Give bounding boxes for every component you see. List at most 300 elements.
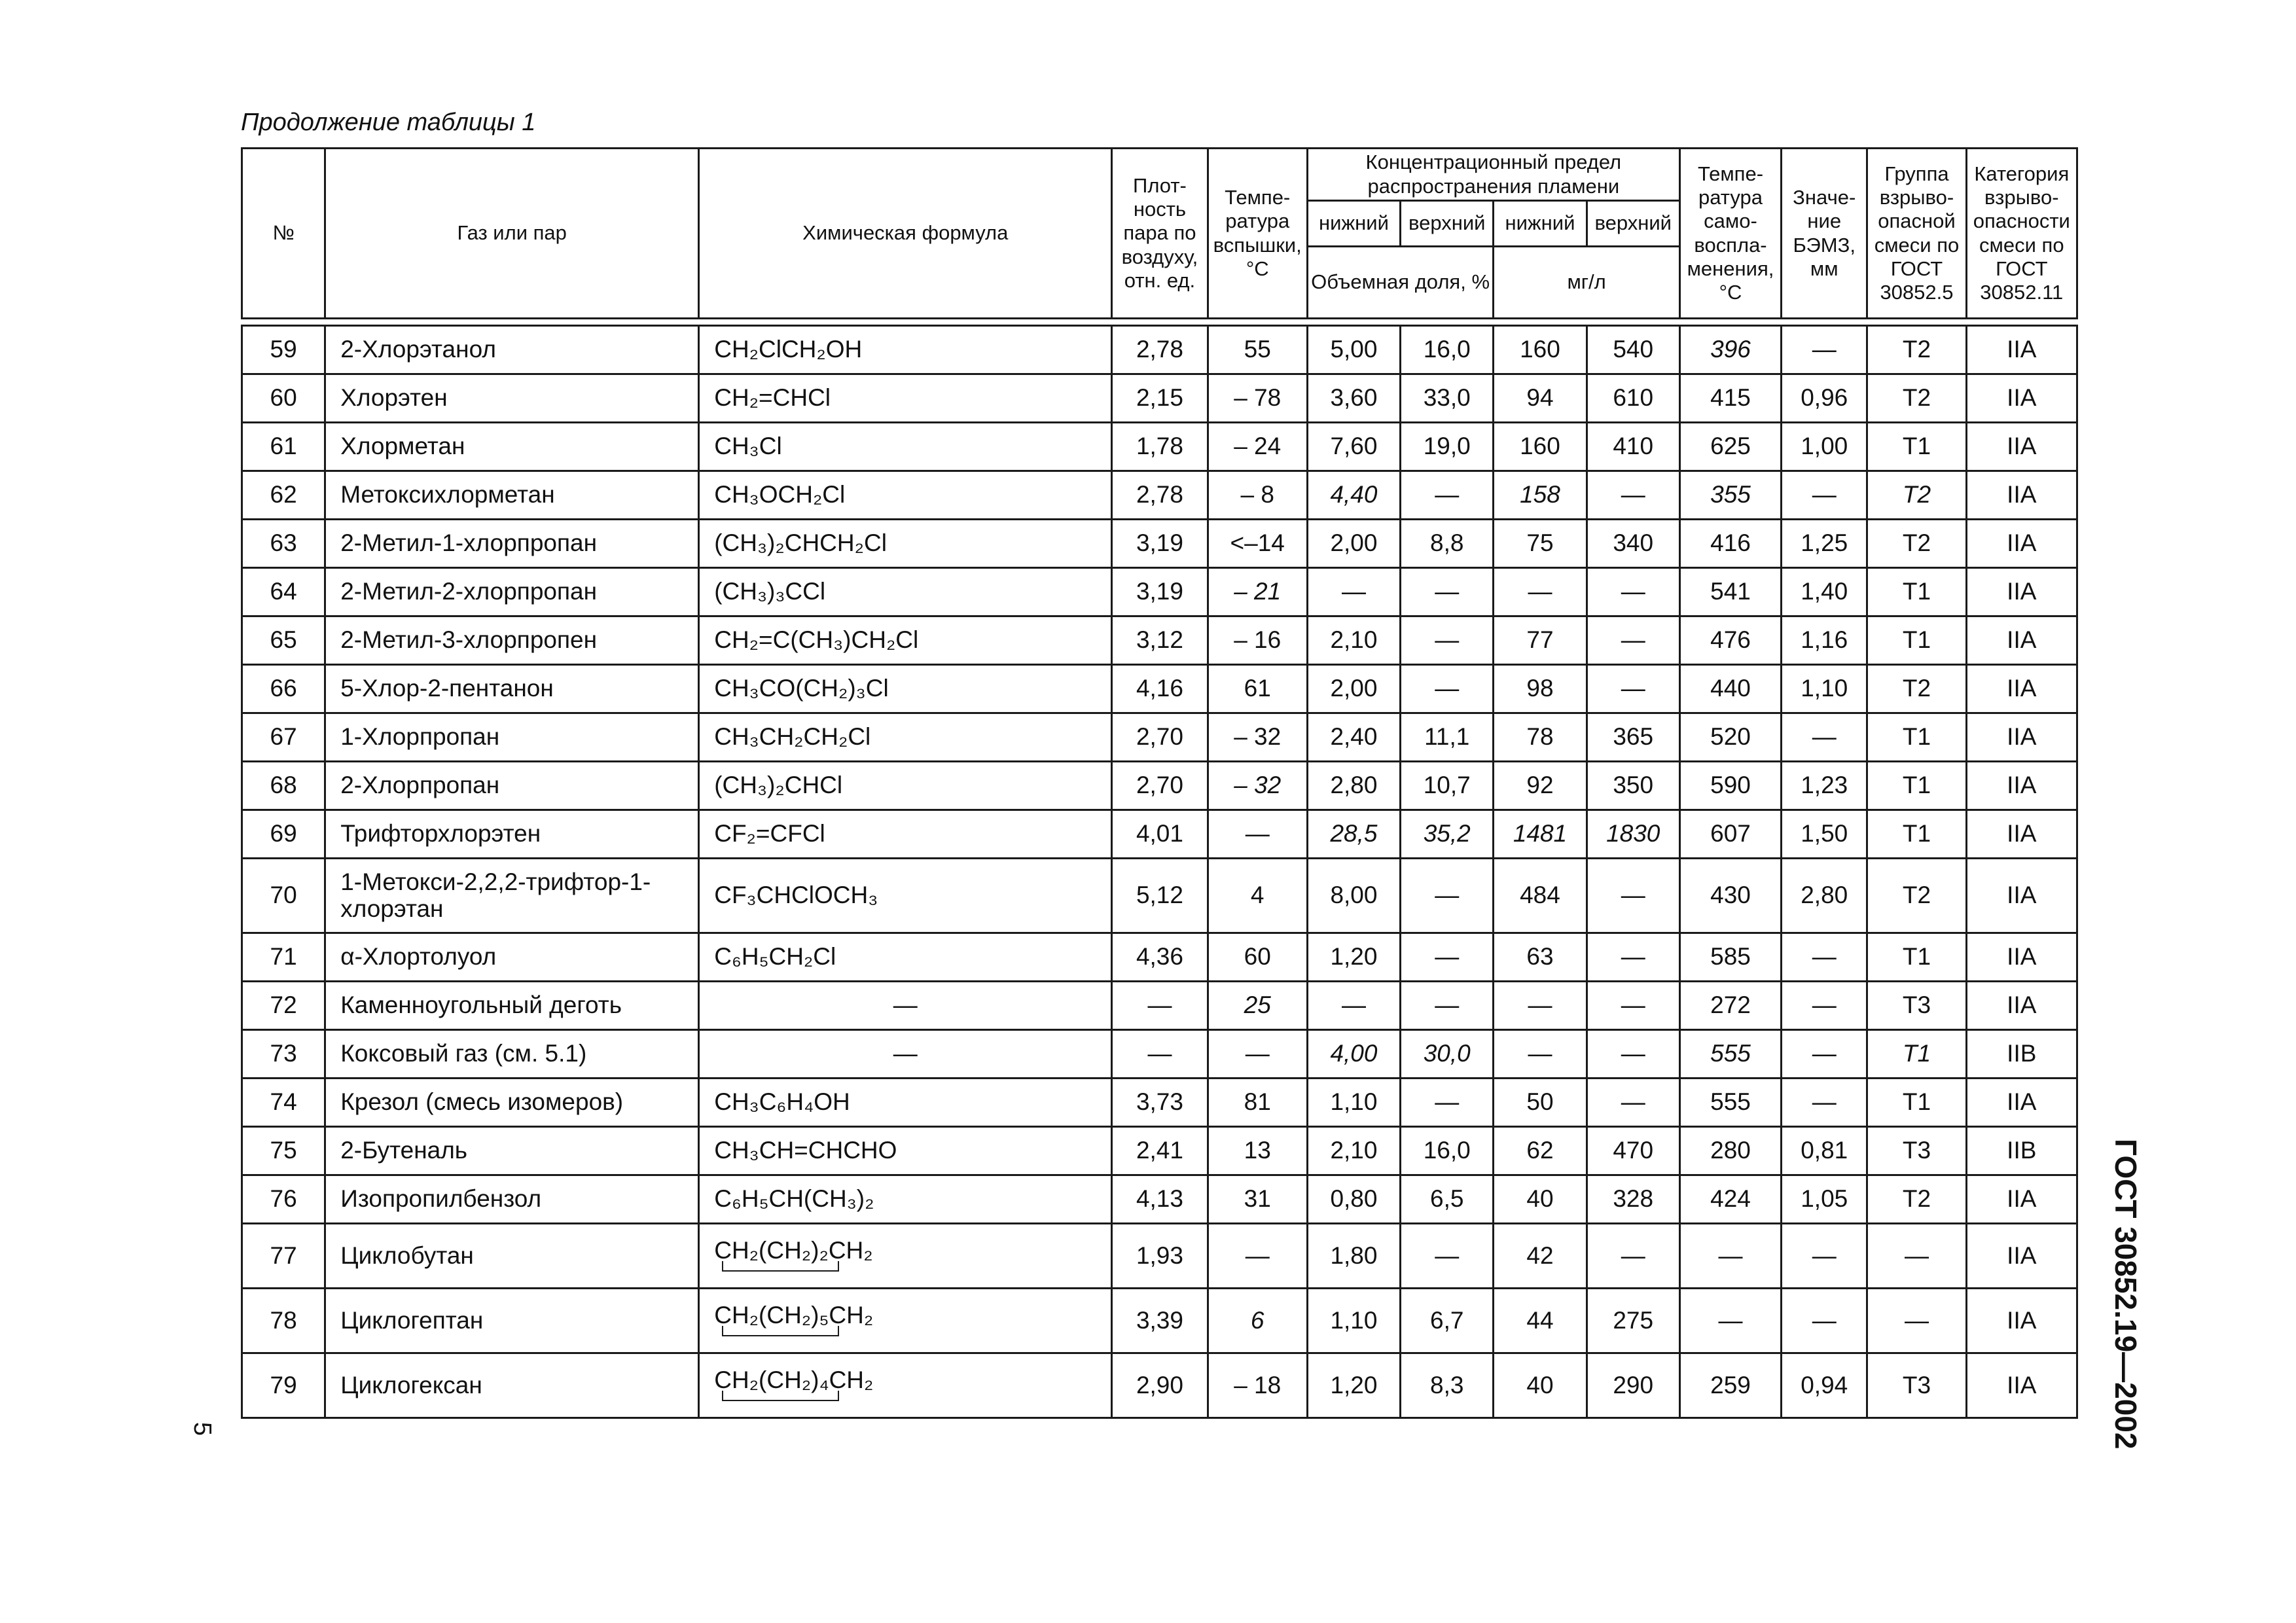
- cell-group: T3: [1867, 1353, 1966, 1418]
- cell-bemz: —: [1782, 1030, 1867, 1079]
- cell-lower-vol: 2,00: [1307, 665, 1400, 713]
- cell-upper-vol: 11,1: [1401, 713, 1494, 762]
- cell-bemz: 1,05: [1782, 1175, 1867, 1224]
- cell-upper-mg: 365: [1587, 713, 1679, 762]
- cell-category: IIA: [1966, 665, 2077, 713]
- cell-category: IIA: [1966, 1175, 2077, 1224]
- cell-bemz: 1,16: [1782, 616, 1867, 665]
- cell-density: 4,36: [1112, 933, 1208, 982]
- cell-flash-point: – 8: [1208, 471, 1307, 520]
- cell-density: 2,41: [1112, 1127, 1208, 1175]
- cell-num: 77: [242, 1224, 325, 1289]
- cell-num: 69: [242, 810, 325, 859]
- cell-group: T1: [1867, 810, 1966, 859]
- cell-lower-mg: 484: [1494, 859, 1587, 933]
- cell-flash-point: – 32: [1208, 713, 1307, 762]
- cell-group: T1: [1867, 1079, 1966, 1127]
- cell-lower-vol: 4,00: [1307, 1030, 1400, 1079]
- cell-formula: —: [699, 1030, 1112, 1079]
- ring-formula: [714, 1367, 873, 1404]
- header-bemz: Значе-ние БЭМЗ, мм: [1782, 149, 1867, 319]
- cell-lower-mg: 63: [1494, 933, 1587, 982]
- cell-upper-vol: —: [1401, 933, 1494, 982]
- cell-name: Хлорметан: [325, 423, 699, 471]
- cell-upper-vol: 10,7: [1401, 762, 1494, 810]
- cell-group: T2: [1867, 665, 1966, 713]
- cell-name: 5-Хлор-2-пентанон: [325, 665, 699, 713]
- cell-flash-point: – 78: [1208, 374, 1307, 423]
- cell-lower-vol: 2,10: [1307, 616, 1400, 665]
- cell-bemz: —: [1782, 326, 1867, 374]
- cell-upper-mg: —: [1587, 471, 1679, 520]
- cell-lower-mg: 77: [1494, 616, 1587, 665]
- cell-category: IIA: [1966, 520, 2077, 568]
- cell-group: T1: [1867, 762, 1966, 810]
- table-row: [242, 762, 2077, 810]
- cell-lower-vol: 1,10: [1307, 1289, 1400, 1353]
- cell-category: IIB: [1966, 1030, 2077, 1079]
- cell-autoignition: 590: [1679, 762, 1781, 810]
- cell-num: 63: [242, 520, 325, 568]
- header-lower-mg: нижний: [1494, 201, 1587, 247]
- header-formula: Химическая формула: [699, 149, 1112, 319]
- cell-upper-vol: 33,0: [1401, 374, 1494, 423]
- header-separator: [242, 319, 2077, 326]
- cell-autoignition: 280: [1679, 1127, 1781, 1175]
- cell-lower-vol: 1,80: [1307, 1224, 1400, 1289]
- cell-density: 2,70: [1112, 762, 1208, 810]
- cell-category: IIA: [1966, 326, 2077, 374]
- table-row: [242, 568, 2077, 616]
- cell-lower-mg: 1481: [1494, 810, 1587, 859]
- cell-upper-mg: —: [1587, 982, 1679, 1030]
- cell-bemz: —: [1782, 982, 1867, 1030]
- header-flash: Темпе-ратура вспышки, °С: [1208, 149, 1307, 319]
- cell-upper-vol: 35,2: [1401, 810, 1494, 859]
- cell-lower-vol: 5,00: [1307, 326, 1400, 374]
- cell-bemz: —: [1782, 1289, 1867, 1353]
- cell-autoignition: 607: [1679, 810, 1781, 859]
- cell-lower-mg: 75: [1494, 520, 1587, 568]
- cell-category: IIA: [1966, 810, 2077, 859]
- cell-num: 79: [242, 1353, 325, 1418]
- cell-lower-vol: 2,80: [1307, 762, 1400, 810]
- cell-lower-mg: 42: [1494, 1224, 1587, 1289]
- cell-formula: [699, 1224, 1112, 1289]
- document-id: ГОСТ 30852.19—2002: [2109, 1139, 2143, 1450]
- cell-formula: CH₃Cl: [699, 423, 1112, 471]
- cell-density: —: [1112, 982, 1208, 1030]
- cell-name: α-Хлортолуол: [325, 933, 699, 982]
- cell-upper-mg: —: [1587, 1224, 1679, 1289]
- cell-lower-mg: 94: [1494, 374, 1587, 423]
- cell-flash-point: <–14: [1208, 520, 1307, 568]
- cell-group: T1: [1867, 616, 1966, 665]
- cell-lower-vol: 2,10: [1307, 1127, 1400, 1175]
- cell-flash-point: – 21: [1208, 568, 1307, 616]
- cell-group: T2: [1867, 859, 1966, 933]
- cell-name: 2-Бутеналь: [325, 1127, 699, 1175]
- cell-group: T1: [1867, 1030, 1966, 1079]
- cell-flash-point: 4: [1208, 859, 1307, 933]
- table-row: [242, 810, 2077, 859]
- cell-num: 67: [242, 713, 325, 762]
- cell-density: 2,90: [1112, 1353, 1208, 1418]
- cell-category: IIA: [1966, 374, 2077, 423]
- table-row: [242, 1175, 2077, 1224]
- cell-lower-vol: 8,00: [1307, 859, 1400, 933]
- cell-lower-mg: 158: [1494, 471, 1587, 520]
- cell-upper-mg: —: [1587, 1079, 1679, 1127]
- cell-density: 2,78: [1112, 471, 1208, 520]
- header-mg-l: мг/л: [1494, 247, 1680, 319]
- cell-num: 68: [242, 762, 325, 810]
- cell-num: 66: [242, 665, 325, 713]
- cell-num: 78: [242, 1289, 325, 1353]
- cell-name: Хлорэтен: [325, 374, 699, 423]
- ring-bond-bracket: [722, 1261, 838, 1272]
- cell-flash-point: 60: [1208, 933, 1307, 982]
- cell-autoignition: 541: [1679, 568, 1781, 616]
- formula-text: CH₂(CH₂)₅CH₂: [714, 1301, 874, 1329]
- cell-category: IIA: [1966, 471, 2077, 520]
- table-row: [242, 471, 2077, 520]
- cell-density: 2,15: [1112, 374, 1208, 423]
- cell-flash-point: —: [1208, 810, 1307, 859]
- cell-num: 74: [242, 1079, 325, 1127]
- cell-flash-point: – 18: [1208, 1353, 1307, 1418]
- cell-formula: [699, 1289, 1112, 1353]
- cell-upper-mg: 610: [1587, 374, 1679, 423]
- header-num: №: [242, 149, 325, 319]
- table-row: [242, 616, 2077, 665]
- cell-name: Изопропилбензол: [325, 1175, 699, 1224]
- cell-category: IIA: [1966, 762, 2077, 810]
- cell-group: T1: [1867, 568, 1966, 616]
- cell-bemz: —: [1782, 471, 1867, 520]
- table-row: [242, 859, 2077, 933]
- cell-group: T1: [1867, 933, 1966, 982]
- cell-name: 1-Хлорпропан: [325, 713, 699, 762]
- cell-category: IIA: [1966, 713, 2077, 762]
- cell-lower-vol: —: [1307, 982, 1400, 1030]
- cell-formula: CF₂=CFCl: [699, 810, 1112, 859]
- cell-density: 1,78: [1112, 423, 1208, 471]
- cell-autoignition: 416: [1679, 520, 1781, 568]
- cell-formula: C₆H₅CH₂Cl: [699, 933, 1112, 982]
- cell-upper-mg: 328: [1587, 1175, 1679, 1224]
- cell-bemz: —: [1782, 713, 1867, 762]
- cell-bemz: 0,81: [1782, 1127, 1867, 1175]
- cell-flash-point: —: [1208, 1030, 1307, 1079]
- cell-lower-vol: 1,20: [1307, 933, 1400, 982]
- cell-category: IIA: [1966, 616, 2077, 665]
- cell-autoignition: 476: [1679, 616, 1781, 665]
- cell-lower-vol: 28,5: [1307, 810, 1400, 859]
- cell-lower-vol: 1,20: [1307, 1353, 1400, 1418]
- cell-flash-point: 81: [1208, 1079, 1307, 1127]
- header-upper-mg: верхний: [1587, 201, 1679, 247]
- cell-bemz: 1,25: [1782, 520, 1867, 568]
- cell-num: 64: [242, 568, 325, 616]
- table-body: [242, 326, 2077, 1418]
- table-row: [242, 1224, 2077, 1289]
- cell-group: T2: [1867, 1175, 1966, 1224]
- cell-upper-mg: 470: [1587, 1127, 1679, 1175]
- cell-formula: CH₃CH=CHCHO: [699, 1127, 1112, 1175]
- cell-flash-point: 61: [1208, 665, 1307, 713]
- cell-bemz: —: [1782, 933, 1867, 982]
- table-row: [242, 933, 2077, 982]
- cell-lower-vol: 4,40: [1307, 471, 1400, 520]
- header-vol-fraction: Объемная доля, %: [1307, 247, 1494, 319]
- cell-density: 3,73: [1112, 1079, 1208, 1127]
- cell-autoignition: —: [1679, 1224, 1781, 1289]
- cell-density: 3,12: [1112, 616, 1208, 665]
- cell-upper-vol: 19,0: [1401, 423, 1494, 471]
- cell-lower-vol: 7,60: [1307, 423, 1400, 471]
- cell-upper-vol: 16,0: [1401, 1127, 1494, 1175]
- cell-lower-mg: 44: [1494, 1289, 1587, 1353]
- cell-upper-vol: —: [1401, 982, 1494, 1030]
- cell-autoignition: 355: [1679, 471, 1781, 520]
- cell-num: 75: [242, 1127, 325, 1175]
- cell-group: T2: [1867, 374, 1966, 423]
- table-row: [242, 1030, 2077, 1079]
- table-row: [242, 1127, 2077, 1175]
- cell-num: 71: [242, 933, 325, 982]
- cell-num: 73: [242, 1030, 325, 1079]
- cell-num: 76: [242, 1175, 325, 1224]
- cell-formula: CH₂ClCH₂OH: [699, 326, 1112, 374]
- cell-name: 2-Хлорэтанол: [325, 326, 699, 374]
- cell-density: —: [1112, 1030, 1208, 1079]
- cell-density: 2,78: [1112, 326, 1208, 374]
- cell-autoignition: 625: [1679, 423, 1781, 471]
- cell-num: 61: [242, 423, 325, 471]
- cell-name: 2-Метил-3-хлорпропен: [325, 616, 699, 665]
- cell-upper-mg: 1830: [1587, 810, 1679, 859]
- cell-name: Циклогептан: [325, 1289, 699, 1353]
- cell-upper-vol: 16,0: [1401, 326, 1494, 374]
- header-group: Группа взрыво-опасной смеси по ГОСТ 30852.5: [1867, 149, 1966, 319]
- cell-autoignition: 259: [1679, 1353, 1781, 1418]
- cell-density: 3,39: [1112, 1289, 1208, 1353]
- cell-bemz: 0,96: [1782, 374, 1867, 423]
- ring-bond-bracket: [722, 1326, 839, 1336]
- cell-flash-point: 55: [1208, 326, 1307, 374]
- cell-name: Циклобутан: [325, 1224, 699, 1289]
- cell-lower-vol: 0,80: [1307, 1175, 1400, 1224]
- cell-group: —: [1867, 1289, 1966, 1353]
- cell-upper-vol: —: [1401, 568, 1494, 616]
- cell-upper-vol: —: [1401, 1224, 1494, 1289]
- header-gas: Газ или пар: [325, 149, 699, 319]
- cell-density: 4,13: [1112, 1175, 1208, 1224]
- cell-upper-vol: 30,0: [1401, 1030, 1494, 1079]
- cell-category: IIB: [1966, 1127, 2077, 1175]
- cell-autoignition: 424: [1679, 1175, 1781, 1224]
- cell-group: T2: [1867, 471, 1966, 520]
- table-row: [242, 423, 2077, 471]
- cell-num: 65: [242, 616, 325, 665]
- cell-flash-point: 6: [1208, 1289, 1307, 1353]
- cell-category: IIA: [1966, 423, 2077, 471]
- cell-upper-mg: 340: [1587, 520, 1679, 568]
- cell-formula: —: [699, 982, 1112, 1030]
- cell-num: 62: [242, 471, 325, 520]
- cell-formula: CF₃CHClOCH₃: [699, 859, 1112, 933]
- cell-flash-point: 31: [1208, 1175, 1307, 1224]
- table-row: [242, 1353, 2077, 1418]
- cell-category: IIA: [1966, 1289, 2077, 1353]
- cell-lower-mg: —: [1494, 982, 1587, 1030]
- cell-bemz: —: [1782, 1224, 1867, 1289]
- header-autoignition: Темпе-ратура само-воспла-менения, °С: [1679, 149, 1781, 319]
- cell-upper-vol: 8,8: [1401, 520, 1494, 568]
- cell-autoignition: 415: [1679, 374, 1781, 423]
- cell-upper-vol: —: [1401, 616, 1494, 665]
- cell-flash-point: – 24: [1208, 423, 1307, 471]
- table-row: [242, 982, 2077, 1030]
- cell-bemz: 1,00: [1782, 423, 1867, 471]
- cell-name: Циклогексан: [325, 1353, 699, 1418]
- cell-lower-vol: 2,00: [1307, 520, 1400, 568]
- cell-lower-mg: —: [1494, 1030, 1587, 1079]
- table-row: [242, 1079, 2077, 1127]
- cell-name: 2-Хлорпропан: [325, 762, 699, 810]
- cell-num: 59: [242, 326, 325, 374]
- cell-density: 3,19: [1112, 520, 1208, 568]
- cell-density: 5,12: [1112, 859, 1208, 933]
- formula-text: CH₂(CH₂)₂CH₂: [714, 1236, 873, 1264]
- cell-group: T2: [1867, 520, 1966, 568]
- cell-density: 2,70: [1112, 713, 1208, 762]
- cell-name: Коксовый газ (см. 5.1): [325, 1030, 699, 1079]
- cell-category: IIA: [1966, 568, 2077, 616]
- cell-upper-mg: 290: [1587, 1353, 1679, 1418]
- cell-name: Каменноугольный деготь: [325, 982, 699, 1030]
- cell-category: IIA: [1966, 1079, 2077, 1127]
- cell-category: IIA: [1966, 859, 2077, 933]
- cell-bemz: —: [1782, 1079, 1867, 1127]
- cell-upper-vol: —: [1401, 859, 1494, 933]
- cell-lower-mg: 98: [1494, 665, 1587, 713]
- cell-category: IIA: [1966, 933, 2077, 982]
- table-caption: Продолжение таблицы 1: [241, 109, 536, 136]
- table-row: [242, 326, 2077, 374]
- cell-lower-mg: 40: [1494, 1353, 1587, 1418]
- cell-flash-point: 13: [1208, 1127, 1307, 1175]
- header-row: [242, 149, 2077, 201]
- cell-autoignition: 272: [1679, 982, 1781, 1030]
- cell-density: 4,16: [1112, 665, 1208, 713]
- cell-group: T1: [1867, 423, 1966, 471]
- cell-lower-vol: 3,60: [1307, 374, 1400, 423]
- cell-upper-vol: 6,7: [1401, 1289, 1494, 1353]
- cell-num: 70: [242, 859, 325, 933]
- cell-lower-vol: —: [1307, 568, 1400, 616]
- header-conc-limit: Концентрационный предел распространения пламени: [1307, 149, 1679, 201]
- cell-name: 2-Метил-1-хлорпропан: [325, 520, 699, 568]
- cell-bemz: 1,10: [1782, 665, 1867, 713]
- cell-bemz: 1,23: [1782, 762, 1867, 810]
- cell-name: 1-Метокси-2,2,2-трифтор-1-хлорэтан: [325, 859, 699, 933]
- cell-group: —: [1867, 1224, 1966, 1289]
- cell-upper-mg: —: [1587, 933, 1679, 982]
- cell-lower-vol: 2,40: [1307, 713, 1400, 762]
- cell-lower-mg: 40: [1494, 1175, 1587, 1224]
- cell-formula: CH₃CH₂CH₂Cl: [699, 713, 1112, 762]
- cell-upper-mg: —: [1587, 859, 1679, 933]
- cell-autoignition: —: [1679, 1289, 1781, 1353]
- header-density: Плот-ность пара по воздуху, отн. ед.: [1112, 149, 1208, 319]
- gas-properties-table: [241, 147, 2078, 1419]
- cell-upper-mg: —: [1587, 616, 1679, 665]
- cell-upper-vol: 6,5: [1401, 1175, 1494, 1224]
- cell-upper-vol: —: [1401, 665, 1494, 713]
- cell-autoignition: 585: [1679, 933, 1781, 982]
- cell-bemz: 1,40: [1782, 568, 1867, 616]
- cell-bemz: 0,94: [1782, 1353, 1867, 1418]
- cell-formula: (CH₃)₂CHCl: [699, 762, 1112, 810]
- cell-category: IIA: [1966, 1224, 2077, 1289]
- table-row: [242, 665, 2077, 713]
- cell-category: IIA: [1966, 982, 2077, 1030]
- cell-group: T1: [1867, 713, 1966, 762]
- ring-bond-bracket: [722, 1391, 839, 1401]
- cell-upper-vol: —: [1401, 1079, 1494, 1127]
- cell-formula: CH₂=C(CH₃)CH₂Cl: [699, 616, 1112, 665]
- cell-autoignition: 555: [1679, 1030, 1781, 1079]
- cell-density: 1,93: [1112, 1224, 1208, 1289]
- cell-flash-point: —: [1208, 1224, 1307, 1289]
- cell-group: T3: [1867, 982, 1966, 1030]
- table-row: [242, 1289, 2077, 1353]
- cell-category: IIA: [1966, 1353, 2077, 1418]
- ring-formula: [714, 1238, 872, 1275]
- cell-flash-point: 25: [1208, 982, 1307, 1030]
- cell-autoignition: 440: [1679, 665, 1781, 713]
- cell-formula: CH₂=CHCl: [699, 374, 1112, 423]
- cell-lower-mg: 50: [1494, 1079, 1587, 1127]
- cell-name: Трифторхлорэтен: [325, 810, 699, 859]
- cell-density: 4,01: [1112, 810, 1208, 859]
- cell-upper-vol: —: [1401, 471, 1494, 520]
- cell-autoignition: 396: [1679, 326, 1781, 374]
- cell-name: 2-Метил-2-хлорпропан: [325, 568, 699, 616]
- cell-formula: CH₃C₆H₄OH: [699, 1079, 1112, 1127]
- cell-upper-mg: 275: [1587, 1289, 1679, 1353]
- ring-formula: [714, 1302, 873, 1340]
- cell-upper-mg: 410: [1587, 423, 1679, 471]
- header-lower-vol: нижний: [1307, 201, 1400, 247]
- cell-flash-point: – 32: [1208, 762, 1307, 810]
- header-upper-vol: верхний: [1401, 201, 1494, 247]
- table-row: [242, 374, 2077, 423]
- header-category: Категория взрыво-опасности смеси по ГОСТ 30852.11: [1966, 149, 2077, 319]
- formula-text: CH₂(CH₂)₄CH₂: [714, 1366, 874, 1393]
- cell-flash-point: – 16: [1208, 616, 1307, 665]
- cell-lower-mg: —: [1494, 568, 1587, 616]
- cell-autoignition: 520: [1679, 713, 1781, 762]
- cell-formula: (CH₃)₃CCl: [699, 568, 1112, 616]
- cell-bemz: 1,50: [1782, 810, 1867, 859]
- cell-upper-mg: —: [1587, 568, 1679, 616]
- cell-autoignition: 555: [1679, 1079, 1781, 1127]
- cell-formula: C₆H₅CH(CH₃)₂: [699, 1175, 1112, 1224]
- table-row: [242, 713, 2077, 762]
